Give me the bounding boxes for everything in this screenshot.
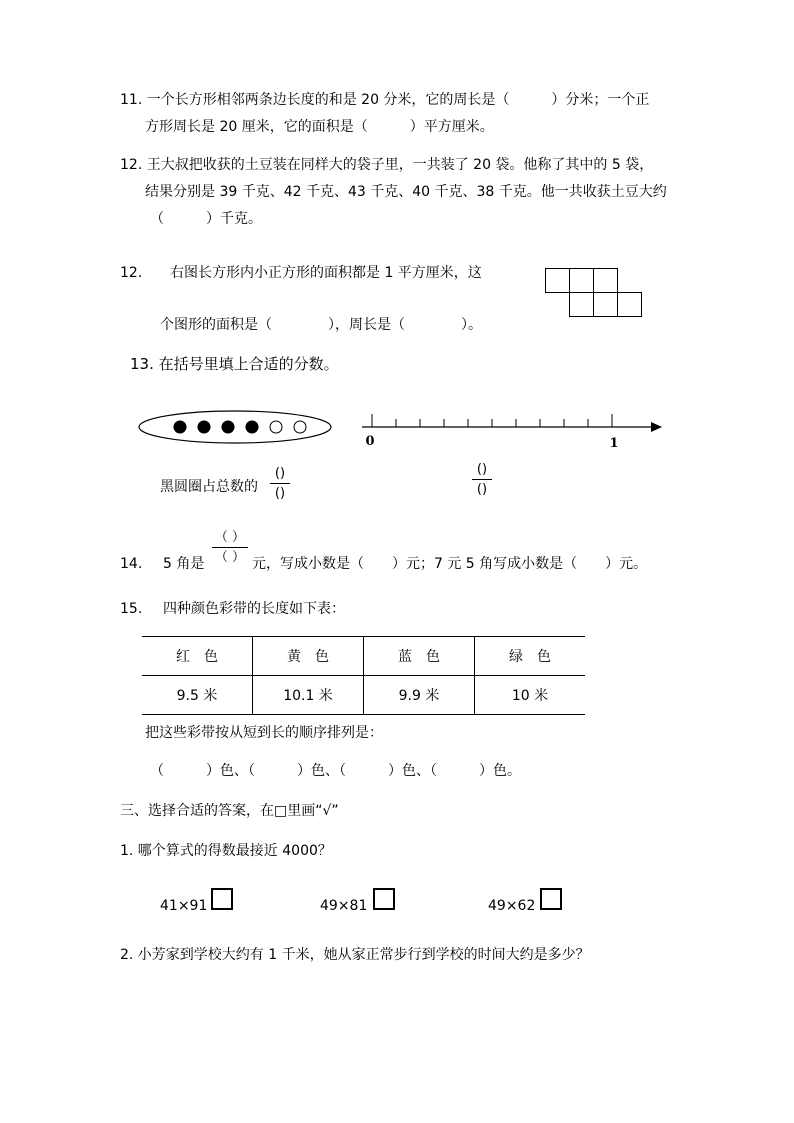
c1-option-checkbox[interactable] (211, 888, 233, 910)
q11-line2: 方形周长是 20 厘米，它的面积是（ ）平方厘米。 (145, 119, 494, 135)
q14-text-a: 5 角是 (163, 556, 205, 572)
dots-ellipse-figure (138, 410, 332, 444)
numberline-end-label: 1 (609, 436, 619, 451)
c1-option-checkbox[interactable] (373, 888, 395, 910)
q13-left-label: 黑圆圈占总数的 (160, 479, 258, 495)
number-line (360, 405, 670, 450)
fraction-denominator: （ ） (214, 550, 246, 565)
white-dot (294, 421, 306, 433)
arrow-right-icon (651, 422, 662, 432)
q12a-line1: 12. 王大叔把收获的土豆装在同样大的袋子里，一共装了 20 袋。他称了其中的 5 袋， (120, 157, 654, 173)
grid-square (546, 269, 570, 293)
c1-option-label: 49×81 (320, 898, 368, 914)
q15-number: 15. (120, 601, 143, 617)
grid-square (570, 269, 594, 293)
grid-square (570, 293, 594, 317)
table-header-cell: 黄 色 (253, 637, 364, 676)
grid-square (594, 269, 618, 293)
q15-title: 四种颜色彩带的长度如下表： (163, 601, 345, 617)
q12b-line2: 个图形的面积是（ ），周长是（ ）。 (160, 317, 482, 333)
fraction-numerator: （ ） (214, 530, 246, 545)
table-header-cell: 红 色 (142, 637, 253, 676)
c2-question: 2. 小芳家到学校大约有 1 千米，她从家正常步行到学校的时间大约是多少？ (120, 947, 590, 963)
q13-right-fraction (472, 462, 492, 497)
q14-fraction (212, 530, 248, 565)
ribbon-length-table (142, 636, 585, 715)
fraction-denominator: () (476, 482, 488, 497)
fraction-numerator: () (274, 466, 286, 481)
q12b-number: 12. (120, 265, 143, 281)
c1-question: 1. 哪个算式的得数最接近 4000？ (120, 843, 332, 859)
fraction-denominator: () (274, 486, 286, 501)
q13-left-fraction (270, 466, 290, 501)
grid-square (594, 293, 618, 317)
c1-option-checkbox[interactable] (540, 888, 562, 910)
numberline-start-label: 0 (365, 434, 375, 449)
black-dot (198, 421, 210, 433)
table-cell: 9.9 米 (364, 676, 475, 715)
white-dot (270, 421, 282, 433)
table-cell: 10.1 米 (253, 676, 364, 715)
q13-title: 13. 在括号里填上合适的分数。 (130, 355, 339, 373)
q15-order-answer: （ ）色、（ ）色、（ ）色、（ ）色。 (150, 763, 521, 779)
table-header-cell: 绿 色 (475, 637, 586, 676)
grid-square (618, 293, 642, 317)
black-dot (174, 421, 186, 433)
c1-option-label: 49×62 (488, 898, 536, 914)
q12b-line1: 右图长方形内小正方形的面积都是 1 平方厘米，这 (170, 265, 482, 281)
black-dot (222, 421, 234, 433)
table-header-cell: 蓝 色 (364, 637, 475, 676)
table-row (142, 676, 585, 715)
q15-order-prompt: 把这些彩带按从短到长的顺序排列是： (145, 725, 383, 741)
section3-title: 三、选择合适的答案，在□里画“√” (120, 803, 339, 819)
q12a-line2: 结果分别是 39 千克、42 千克、43 千克、40 千克、38 千克。他一共收获土豆大约 (145, 184, 667, 200)
q14-number: 14. (120, 556, 143, 572)
table-header-row (142, 637, 585, 676)
q11-line1: 11. 一个长方形相邻两条边长度的和是 20 分米，它的周长是（ ）分米；一个正 (120, 92, 650, 108)
table-cell: 10 米 (475, 676, 586, 715)
c1-option-label: 41×91 (160, 898, 208, 914)
table-cell: 9.5 米 (142, 676, 253, 715)
fraction-numerator: () (476, 462, 488, 477)
q12a-line3: （ ）千克。 (150, 211, 262, 227)
q14-text-b: 元，写成小数是（ ）元；7 元 5 角写成小数是（ ）元。 (252, 556, 648, 572)
square-grid-figure (545, 268, 645, 320)
black-dot (246, 421, 258, 433)
